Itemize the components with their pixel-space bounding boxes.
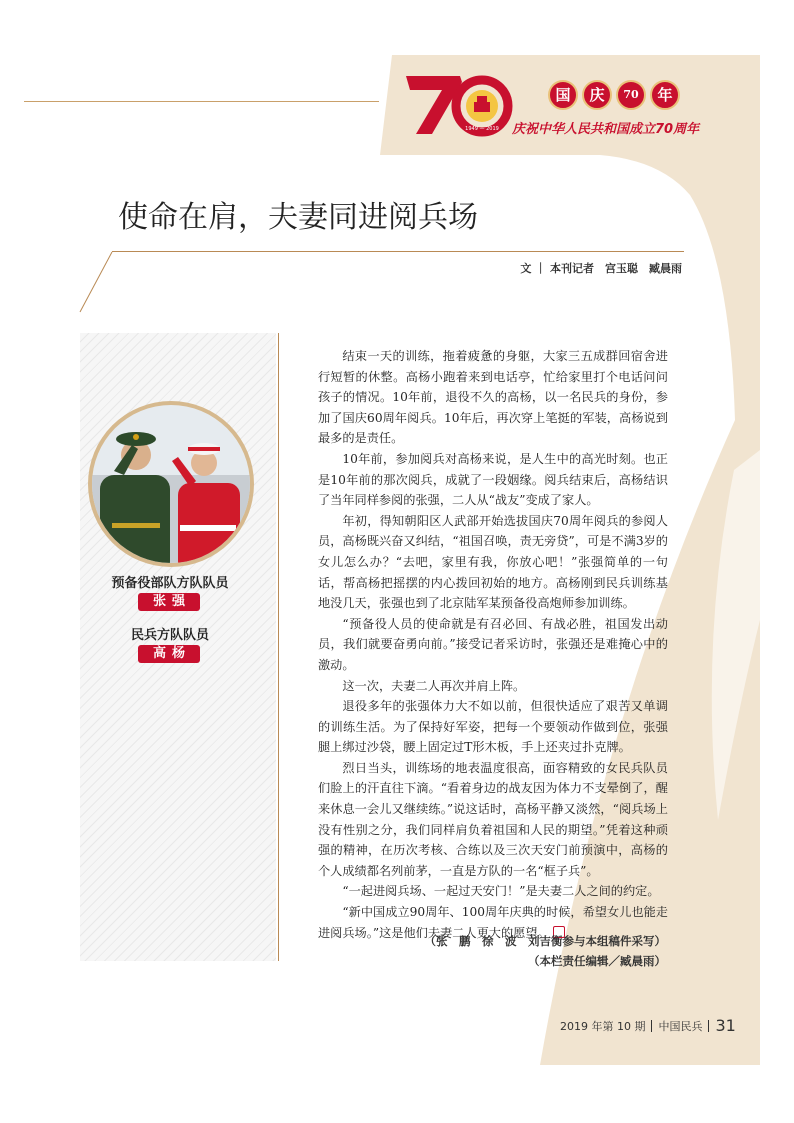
editor-credit: （本栏责任编辑／臧晨雨） <box>528 954 666 968</box>
issue-label: 2019 年第 10 期 <box>560 1019 646 1033</box>
badge-char: 70 <box>616 80 646 110</box>
body-paragraph: “预备役人员的使命就是有召必回、有战必胜，祖国发出动员，我们就要奋勇向前。”接受记者采访时，张强还是难掩心中的激动。 <box>318 616 668 672</box>
person2-role: 民兵方队队员 <box>130 628 209 643</box>
anniversary-70-logo <box>402 68 514 140</box>
sidebar-divider <box>278 333 279 961</box>
body-paragraph: 结束一天的训练，拖着疲惫的身躯，大家三五成群回宿舍进行短暂的休整。高杨小跑着来到电话亭，忙给家里打个电话问问孩子的情况。10年前，退役不久的高杨，以一名民兵的身份，参加了国庆60周年阅兵。10年后，再次穿上笔挺的军装，高杨说到最多的是责任。 <box>318 349 668 446</box>
body-paragraph-text: “新中国成立90周年、100周年庆典的时候，希望女儿也能走进阅兵场。”这是他们夫妻二人更大的愿望。 <box>318 905 668 940</box>
person2-name-tag: 高杨 <box>138 645 200 663</box>
page-number: 31 <box>715 1016 736 1035</box>
body-paragraph: 烈日当头，训练场的地表温度很高，面容精致的女民兵队员们脸上的汗直往下滴。“看着身边的战友因为体力不支晕倒了，醒来休息一会儿又继续练。”说这话时，高杨平静又淡然，“阅兵场上没有性别之分，我们同样肩负着祖国和人民的期望。”凭着这种顽强的精神，在历次考核、合练以及三次天安门前预演中，高杨的个人成绩都名列前茅，一直是方队的一名“框子兵”。 <box>318 760 668 878</box>
article-body <box>318 346 668 943</box>
body-paragraph: 年初，得知朝阳区人武部开始选拔国庆70周年阅兵的参阅人员，高杨既兴奋又纠结，“祖国召唤，责无旁贷”，可是不满3岁的女儿怎么办？“去吧，家里有我，你放心吧！”张强简单的一句话，帮高杨把摇摆的内心拨回初始的地方。高杨刚到民兵训练基地没几天，张强也到了北京陆军某预备役高炮师参加训练。 <box>318 513 668 611</box>
body-paragraph: 退役多年的张强体力大不如以前，但很快适应了艰苦又单调的训练生活。为了保持好军姿，把每一个要领动作做到位，张强腿上绑过沙袋，腰上固定过T形木板，手上还夹过扑克牌。 <box>318 699 668 755</box>
title-rule <box>112 251 684 252</box>
page-footer <box>560 1016 736 1035</box>
byline-divider: ｜ <box>535 262 547 275</box>
byline-authors: 本刊记者 宫玉聪 臧晨雨 <box>550 262 682 275</box>
logo-years: 1949 — 2019 <box>465 126 499 132</box>
article-title: 使命在肩，夫妻同进阅兵场 <box>118 200 478 235</box>
badge-char: 庆 <box>582 80 612 110</box>
footer-separator <box>651 1020 652 1032</box>
header-rule <box>24 101 379 102</box>
badge-row <box>548 80 680 110</box>
body-paragraph: 这一次，夫妻二人再次并肩上阵。 <box>342 678 526 693</box>
person1-name-tag: 张强 <box>138 593 200 611</box>
person1-role: 预备役部队方队队员 <box>111 576 229 591</box>
badge-char: 年 <box>650 80 680 110</box>
contributor-credit: （张 鹏 徐 波 刘吉衡参与本组稿件采写） <box>424 934 666 948</box>
body-paragraph: “一起进阅兵场、一起过天安门！”是夫妻二人之间的约定。 <box>342 884 660 899</box>
header-subtitle: 庆祝中华人民共和国成立70周年 <box>512 122 700 137</box>
portrait-photo-frame <box>88 401 254 567</box>
byline-prefix: 文 <box>520 262 532 275</box>
footer-separator <box>708 1020 709 1032</box>
magazine-name: 中国民兵 <box>658 1019 703 1033</box>
badge-char: 国 <box>548 80 578 110</box>
byline <box>420 260 682 276</box>
body-paragraph: 10年前，参加阅兵对高杨来说，是人生中的高光时刻。也正是10年前的那次阅兵，成就了一段姻缘。阅兵结束后，高杨结识了当年同样参阅的张强，二人从“战友”变成了家人。 <box>318 451 668 508</box>
couple-portrait-photo <box>92 405 250 563</box>
